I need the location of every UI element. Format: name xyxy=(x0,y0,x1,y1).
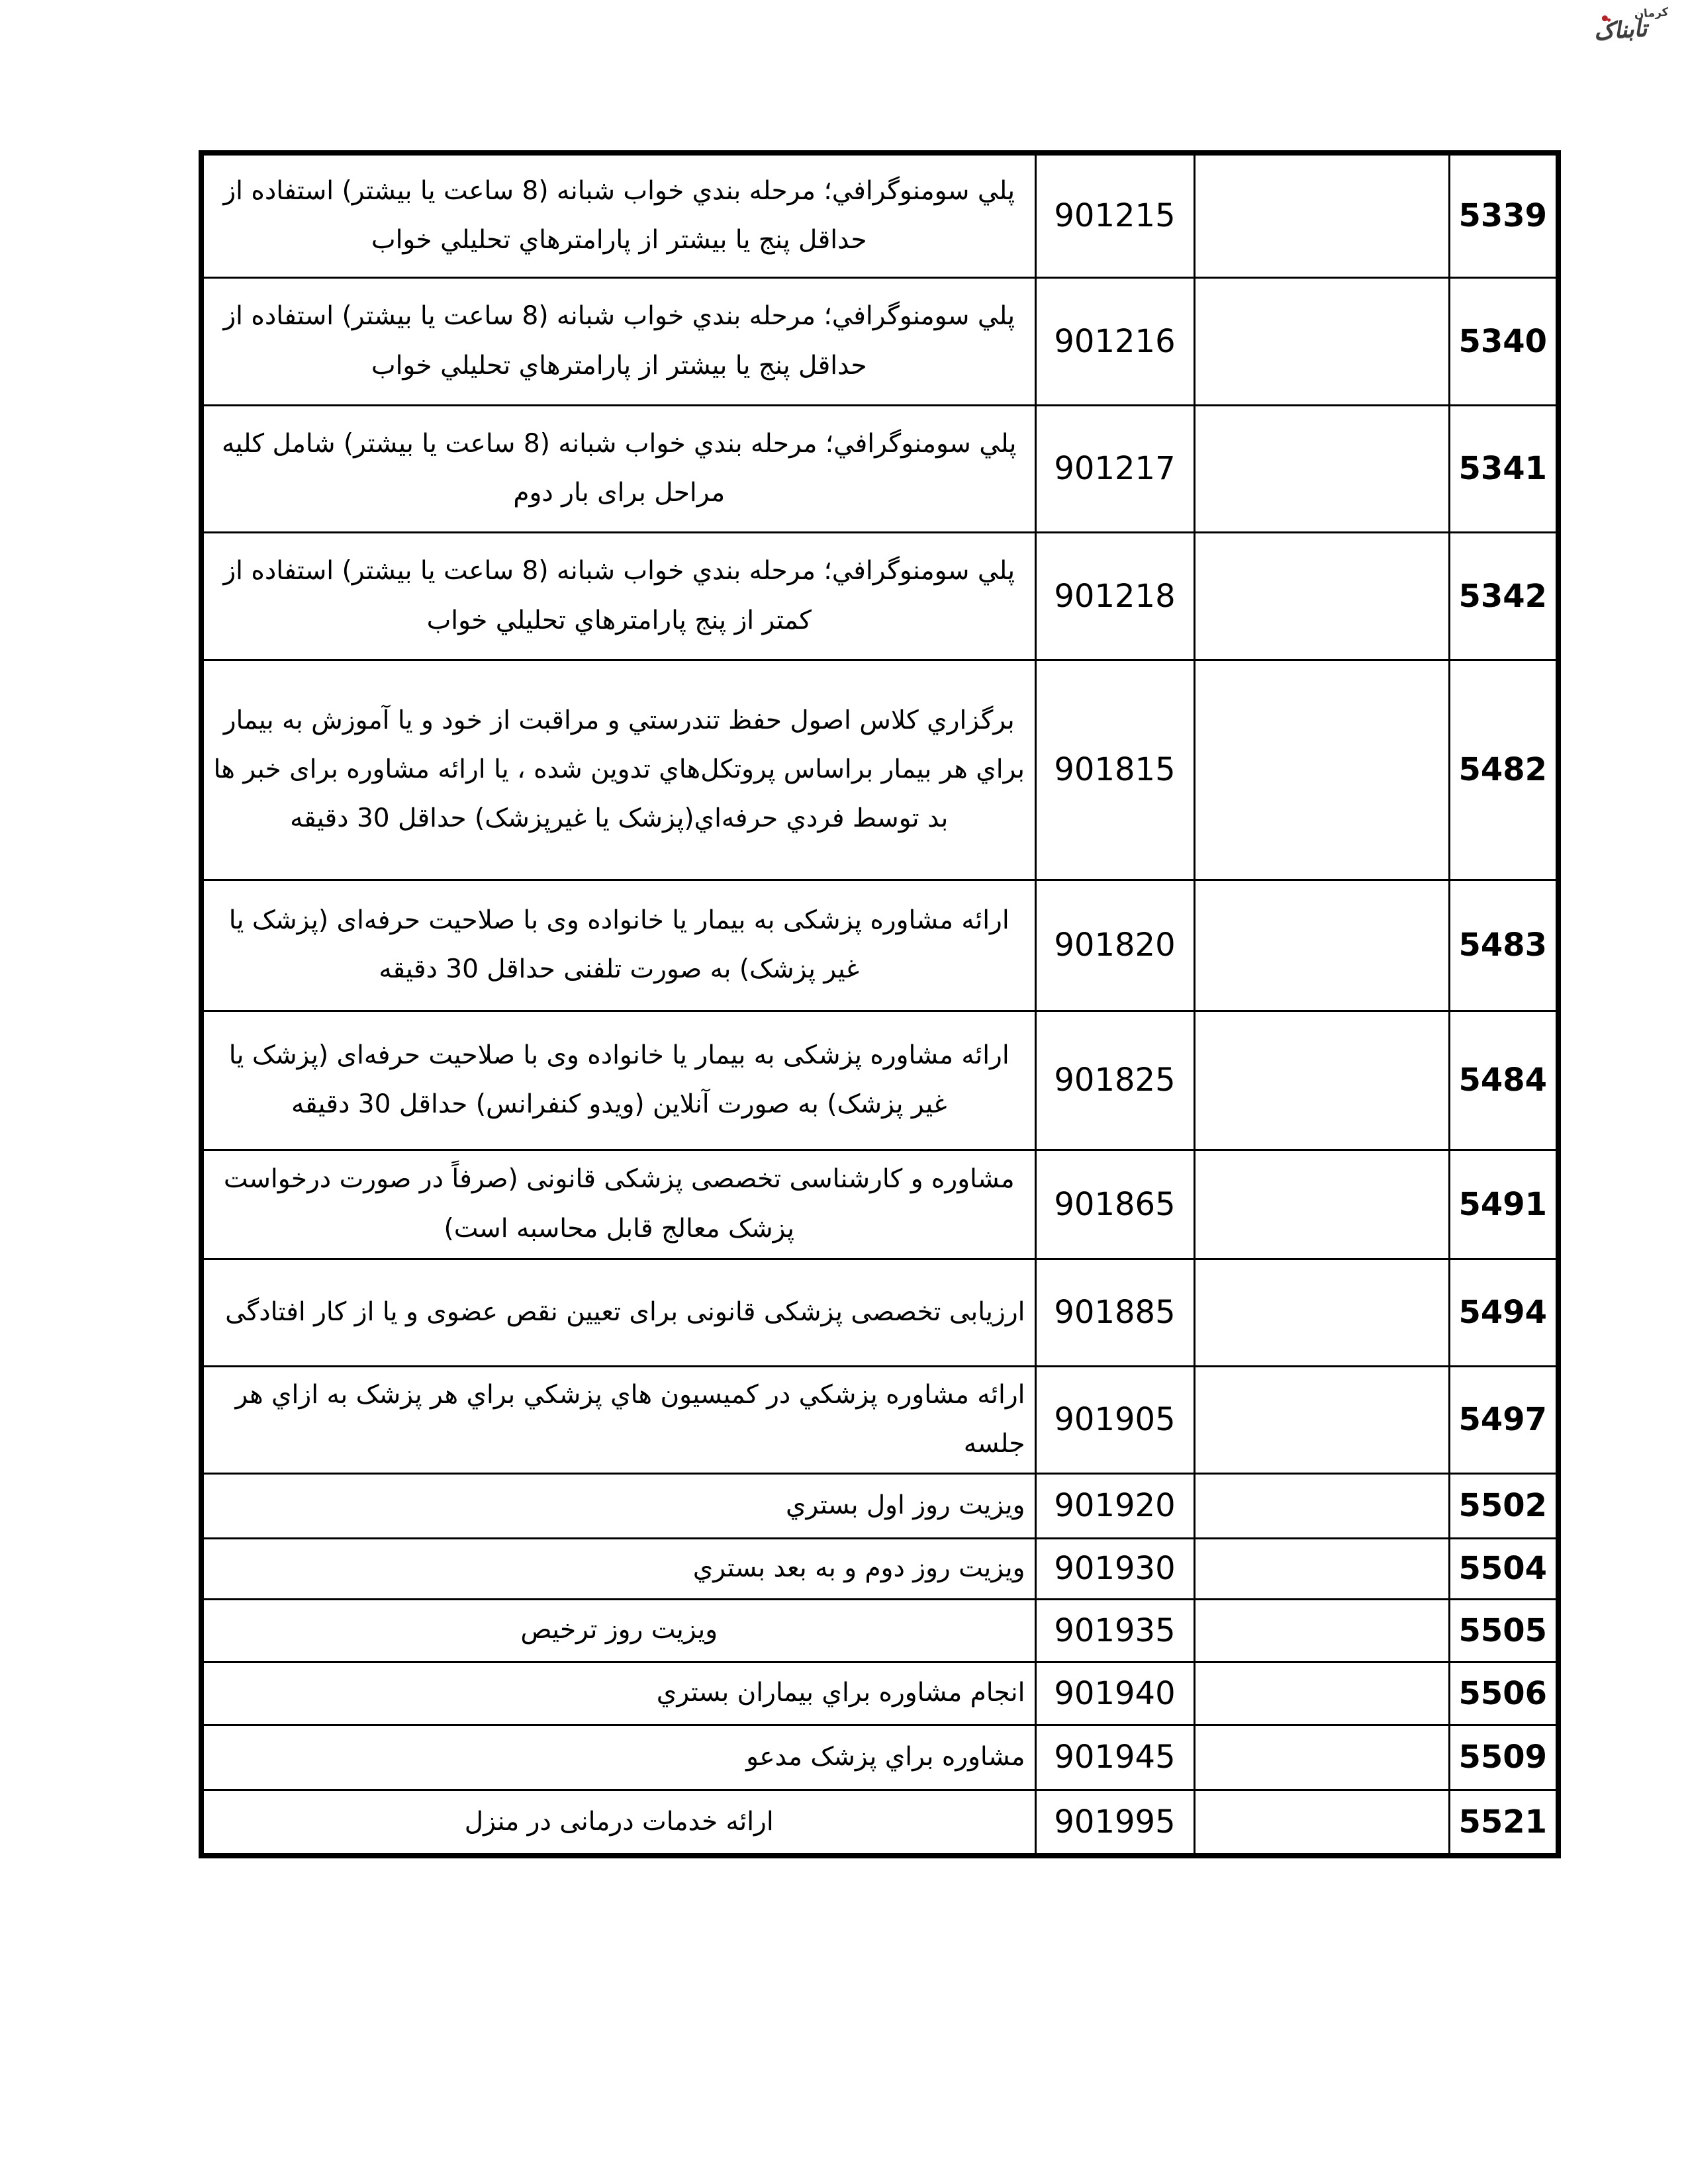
empty-cell xyxy=(1194,1538,1449,1599)
national-code-cell: 901216 xyxy=(1035,277,1194,405)
table-row xyxy=(201,1662,1558,1725)
empty-cell xyxy=(1194,1259,1449,1366)
national-code-cell: 901885 xyxy=(1035,1259,1194,1366)
row-id-cell: 5341 xyxy=(1449,405,1558,532)
empty-cell xyxy=(1194,1011,1449,1150)
national-code-cell: 901905 xyxy=(1035,1366,1194,1473)
national-code-cell: 901920 xyxy=(1035,1473,1194,1538)
table-row xyxy=(201,277,1558,405)
table-body xyxy=(201,153,1558,1856)
service-description-cell: مشاوره و کارشناسی تخصصی پزشکی قانونی (صرفاً در صورت درخواست پزشک معالج قابل محاسبه است) xyxy=(201,1150,1035,1259)
service-description-cell: پلي سومنوگرافي؛ مرحله بندي خواب شبانه (8 ساعت يا بيشتر) استفاده از حداقل پنج يا بيشتر از پارامترهاي تحليلي خواب xyxy=(201,277,1035,405)
row-id-cell: 5484 xyxy=(1449,1011,1558,1150)
row-id-cell: 5506 xyxy=(1449,1662,1558,1725)
row-id-cell: 5483 xyxy=(1449,880,1558,1011)
service-description-cell: پلي سومنوگرافي؛ مرحله بندي خواب شبانه (8 ساعت يا بيشتر) استفاده از كمتر از پنج پارامترهاي تحليلي خواب xyxy=(201,532,1035,660)
table-row xyxy=(201,153,1558,277)
empty-cell xyxy=(1194,1662,1449,1725)
national-code-cell: 901815 xyxy=(1035,660,1194,880)
national-code-cell: 901995 xyxy=(1035,1790,1194,1856)
empty-cell xyxy=(1194,1473,1449,1538)
national-code-cell: 901217 xyxy=(1035,405,1194,532)
logo-text-kerman: کرمان xyxy=(1634,5,1669,22)
service-description-cell: ويزيت روز دوم و به بعد بستري xyxy=(201,1538,1035,1599)
service-description-cell: انجام مشاوره براي بيماران بستري xyxy=(201,1662,1035,1725)
empty-cell xyxy=(1194,1790,1449,1856)
service-description-cell: پلي سومنوگرافي؛ مرحله بندي خواب شبانه (8 ساعت يا بيشتر) شامل كليه مراحل برای بار دوم xyxy=(201,405,1035,532)
row-id-cell: 5494 xyxy=(1449,1259,1558,1366)
table-row xyxy=(201,405,1558,532)
row-id-cell: 5339 xyxy=(1449,153,1558,277)
service-description-cell: مشاوره براي پزشک مدعو xyxy=(201,1725,1035,1790)
empty-cell xyxy=(1194,1150,1449,1259)
service-description-cell: ويزيت روز ترخيص xyxy=(201,1599,1035,1662)
empty-cell xyxy=(1194,880,1449,1011)
row-id-cell: 5491 xyxy=(1449,1150,1558,1259)
table-row xyxy=(201,1599,1558,1662)
empty-cell xyxy=(1194,405,1449,532)
tabnak-kerman-logo xyxy=(1562,2,1671,56)
national-code-cell: 901935 xyxy=(1035,1599,1194,1662)
service-description-cell: ارائه مشاوره پزشکی به بيمار يا خانواده وی با صلاحيت حرفه‌ای (پزشک يا غير پزشک) به صورت تلفنی حداقل 30 دقيقه xyxy=(201,880,1035,1011)
table-row xyxy=(201,1790,1558,1856)
table-row xyxy=(201,880,1558,1011)
empty-cell xyxy=(1194,532,1449,660)
row-id-cell: 5497 xyxy=(1449,1366,1558,1473)
table-row xyxy=(201,1725,1558,1790)
row-id-cell: 5509 xyxy=(1449,1725,1558,1790)
row-id-cell: 5342 xyxy=(1449,532,1558,660)
row-id-cell: 5502 xyxy=(1449,1473,1558,1538)
national-code-cell: 901865 xyxy=(1035,1150,1194,1259)
national-code-cell: 901218 xyxy=(1035,532,1194,660)
service-description-cell: ارائه خدمات درمانی در منزل xyxy=(201,1790,1035,1856)
service-description-cell: ارائه مشاوره پزشکی به بيمار يا خانواده وی با صلاحيت حرفه‌ای (پزشک يا غير پزشک) به صورت آنلاين (ويدو كنفرانس) حداقل 30 دقيقه xyxy=(201,1011,1035,1150)
table-row xyxy=(201,1538,1558,1599)
table-row xyxy=(201,1150,1558,1259)
service-description-cell: ارزيابی تخصصی پزشکی قانونی برای تعيين نقص عضوی و يا از کار افتادگی xyxy=(201,1259,1035,1366)
service-description-cell: ويزيت روز اول بستري xyxy=(201,1473,1035,1538)
empty-cell xyxy=(1194,277,1449,405)
empty-cell xyxy=(1194,153,1449,277)
table-row xyxy=(201,660,1558,880)
empty-cell xyxy=(1194,1725,1449,1790)
national-code-cell: 901940 xyxy=(1035,1662,1194,1725)
service-description-cell: برگزاري كلاس اصول حفظ تندرستي و مراقبت از خود و يا آموزش به بيمار براي هر بيمار براساس پروتكل‌هاي تدوين شده ، يا ارائه مشاوره برای خبر ها بد توسط فردي حرفه‌اي(پزشک يا غيرپزشک) حداقل 30 دقيقه xyxy=(201,660,1035,880)
row-id-cell: 5505 xyxy=(1449,1599,1558,1662)
row-id-cell: 5340 xyxy=(1449,277,1558,405)
empty-cell xyxy=(1194,660,1449,880)
empty-cell xyxy=(1194,1366,1449,1473)
logo-text-tabnak: تابناک xyxy=(1593,15,1648,46)
row-id-cell: 5504 xyxy=(1449,1538,1558,1599)
national-code-cell: 901215 xyxy=(1035,153,1194,277)
service-description-cell: پلي سومنوگرافي؛ مرحله بندي خواب شبانه (8 ساعت يا بيشتر) استفاده از حداقل پنج يا بيشتر از پارامترهاي تحليلي خواب xyxy=(201,153,1035,277)
table-row xyxy=(201,1259,1558,1366)
table-row xyxy=(201,532,1558,660)
row-id-cell: 5521 xyxy=(1449,1790,1558,1856)
table-row xyxy=(201,1366,1558,1473)
medical-tariff-table xyxy=(199,150,1561,1858)
table-row xyxy=(201,1011,1558,1150)
empty-cell xyxy=(1194,1599,1449,1662)
service-description-cell: ارائه مشاوره پزشكي در كميسيون هاي پزشكي براي هر پزشک به ازاي هر جلسه xyxy=(201,1366,1035,1473)
national-code-cell: 901945 xyxy=(1035,1725,1194,1790)
row-id-cell: 5482 xyxy=(1449,660,1558,880)
national-code-cell: 901930 xyxy=(1035,1538,1194,1599)
national-code-cell: 901820 xyxy=(1035,880,1194,1011)
table-row xyxy=(201,1473,1558,1538)
national-code-cell: 901825 xyxy=(1035,1011,1194,1150)
